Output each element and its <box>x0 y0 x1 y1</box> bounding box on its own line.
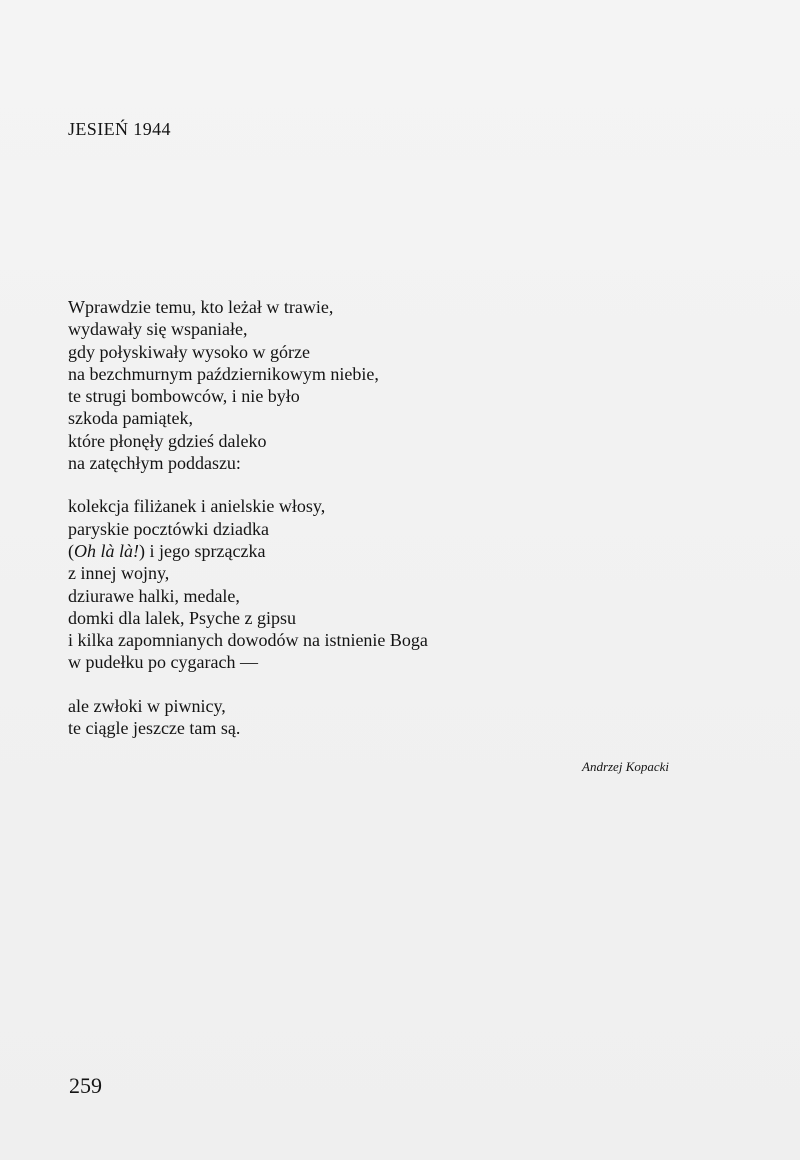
poem-body <box>68 296 428 760</box>
poem-line-rest: i jego sprzączka <box>149 540 266 561</box>
poem-line: te strugi bombowców, i nie było <box>68 386 300 407</box>
poem-line: domki dla lalek, Psyche z gipsu <box>68 607 296 628</box>
paren-open: ( <box>68 540 74 561</box>
poem-line: wydawały się wspaniałe, <box>68 319 248 340</box>
page-number: 259 <box>69 1073 102 1098</box>
poem-line: paryskie pocztówki dziadka <box>68 518 269 539</box>
poem-line: Wprawdzie temu, kto leżał w trawie, <box>68 297 334 317</box>
poem-line: na bezchmurnym październikowym niebie, <box>68 363 379 384</box>
poem-line: na zatęchłym poddaszu: <box>68 453 241 474</box>
poem-line: ale zwłoki w piwnicy, <box>68 695 226 716</box>
poem-line: szkoda pamiątek, <box>68 408 193 429</box>
stanza-3 <box>68 695 428 740</box>
poem-line: z innej wojny, <box>68 563 170 584</box>
poem-line: dziurawe halki, medale, <box>68 585 240 606</box>
stanza-2 <box>68 495 428 673</box>
poem-line: w pudełku po cygarach — <box>68 652 258 673</box>
author-signature: Andrzej Kopacki <box>582 759 670 774</box>
poem-line: te ciągle jeszcze tam są. <box>68 718 241 739</box>
poem-line: kolekcja filiżanek i anielskie włosy, <box>68 496 326 517</box>
paren-close: ) <box>139 540 145 561</box>
poem-title: JESIEŃ 1944 <box>68 119 171 139</box>
stanza-1 <box>68 296 428 474</box>
italic-exclamation: Oh là là! <box>74 540 139 561</box>
poem-line: które płonęły gdzieś daleko <box>68 430 267 451</box>
poem-line-with-italic <box>68 540 428 562</box>
poem-line: i kilka zapomnianych dowodów na istnienie Boga <box>68 630 428 651</box>
poem-line: gdy połyskiwały wysoko w górze <box>68 341 310 362</box>
